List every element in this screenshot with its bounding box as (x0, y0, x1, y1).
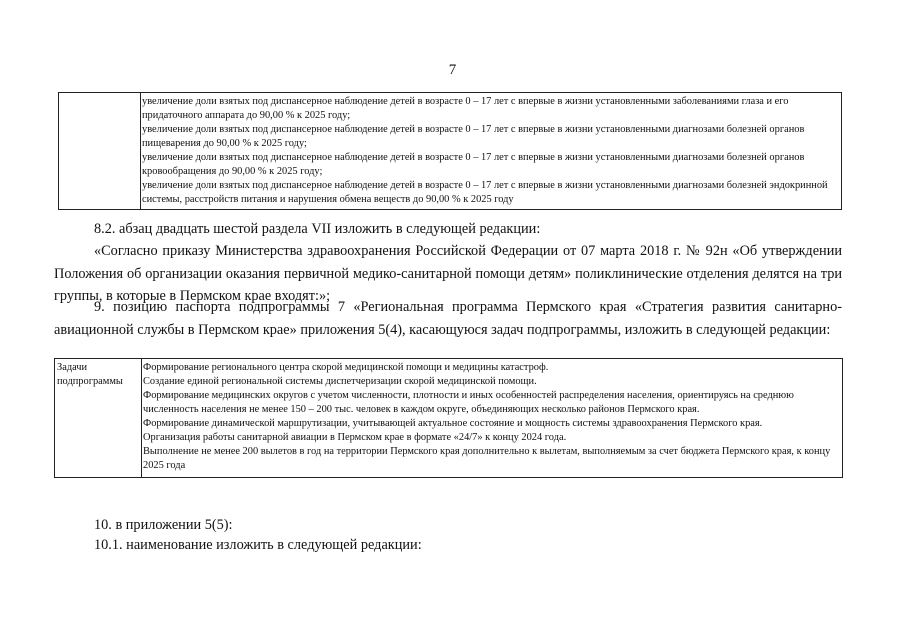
task-item: Формирование регионального центра скорой медицинской помощи и медицины катастроф. (143, 362, 549, 373)
page-number: 7 (448, 62, 457, 78)
indicators-cell (141, 93, 842, 210)
task-item: Формирование медицинских округов с учетом численности, плотности и иных особенностей распределения населения, ориентируясь на среднюю численность населения не менее 150 – 200 тыс. человек в каждом округе, объединяющих несколько районов Пермского края. (143, 390, 794, 415)
indicator-item: увеличение доли взятых под диспансерное наблюдение детей в возрасте 0 – 17 лет с впервые в жизни установленными диагнозами болезней органов пищеварения до 90,00 % к 2025 году; (142, 124, 805, 149)
tasks-label-line: Задачи (57, 362, 88, 373)
task-item: Формирование динамической маршрутизации, учитывающей актуальное состояние и мощность системы здравоохранения Пермского края. (143, 418, 763, 429)
empty-label-cell (59, 93, 141, 210)
paragraph-9: 9. позицию паспорта подпрограммы 7 «Региональная программа Пермского края «Стратегия развития санитарно-авиационной службы в Пермском крае» приложения 5(4), касающуюся задач подпрограммы, изложить в следующей редакции: (54, 299, 842, 338)
task-item: Выполнение не менее 200 вылетов в год на территории Пермского края дополнительно к вылетам, выполняемым за счет бюджета Пермского края, к концу 2025 года (143, 446, 831, 471)
table-row (59, 93, 842, 210)
task-item: Создание единой региональной системы диспетчеризации скорой медицинской помощи. (143, 376, 537, 387)
paragraph-10-1: 10.1. наименование изложить в следующей редакции: (94, 537, 422, 553)
tasks-label-cell (55, 359, 142, 478)
tasks-label-line: подпрограммы (57, 376, 123, 387)
paragraph-8-2: 8.2. абзац двадцать шестой раздела VII изложить в следующей редакции: (94, 221, 541, 237)
indicator-item: увеличение доли взятых под диспансерное наблюдение детей в возрасте 0 – 17 лет с впервые в жизни установленными диагнозами болезней эндокринной системы, расстройств питания и нарушения обмена веществ до 90,00 % к 2025 году (142, 180, 828, 205)
task-item: Организация работы санитарной авиации в Пермском крае в формате «24/7» к концу 2024 года. (143, 432, 567, 443)
indicator-item: увеличение доли взятых под диспансерное наблюдение детей в возрасте 0 – 17 лет с впервые в жизни установленными диагнозами болезней органов кровообращения до 90,00 % к 2025 году; (142, 152, 805, 177)
table-row (55, 359, 843, 478)
indicator-item: увеличение доли взятых под диспансерное наблюдение детей в возрасте 0 – 17 лет с впервые в жизни установленными заболеваниями глаза и его придаточного аппарата до 90,00 % к 2025 году; (142, 96, 789, 121)
paragraph-quote: «Согласно приказу Министерства здравоохранения Российской Федерации от 07 марта 2018 г. № 92н «Об утверждении Положения об организации оказания первичной медико-санитарной помощи детям» поликлинические отделения делятся на три группы, в которые в Пермском крае входят:»; (54, 243, 842, 304)
tasks-content-cell (142, 359, 843, 478)
subprogram-tasks-table (54, 358, 843, 478)
indicators-table (58, 92, 842, 210)
paragraph-10: 10. в приложении 5(5): (94, 517, 233, 533)
